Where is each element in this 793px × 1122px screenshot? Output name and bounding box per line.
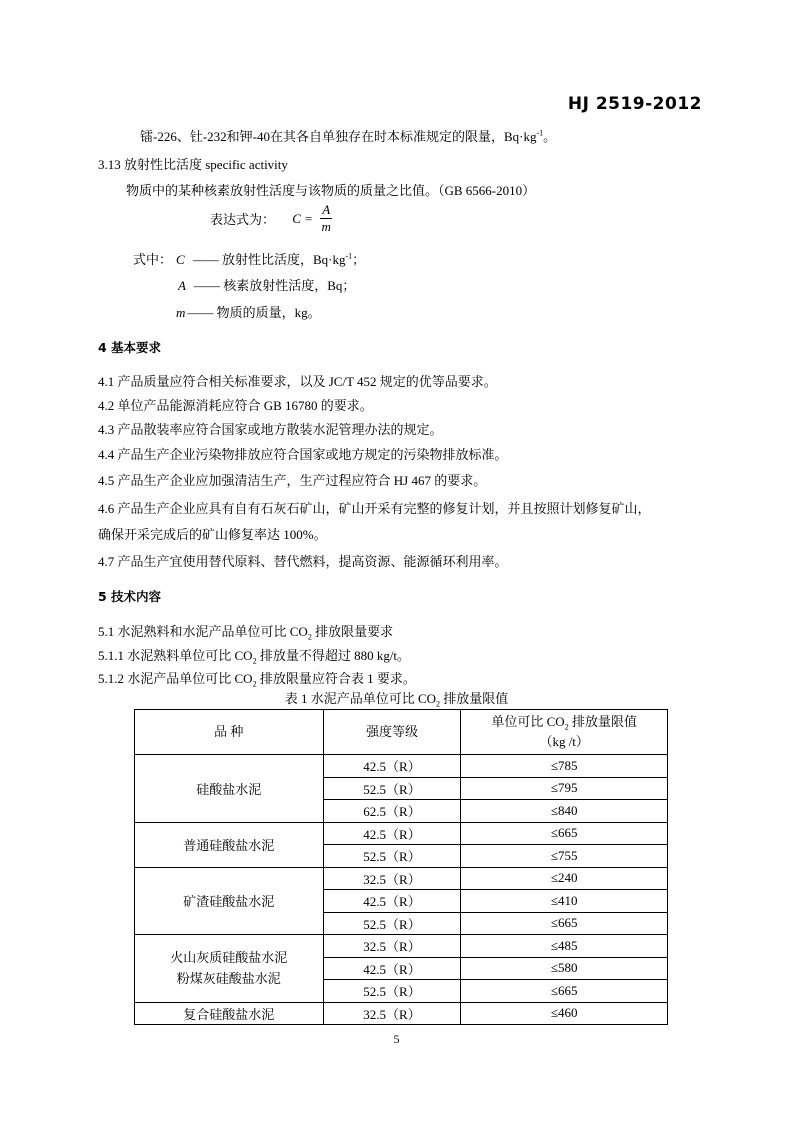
limit-cell: ≤755: [461, 845, 668, 868]
limit-cell: ≤580: [461, 957, 668, 980]
requirement-4-1: 4.1 产品质量应符合相关标准要求，以及 JC/T 452 规定的优等品要求。: [98, 374, 497, 389]
limit-cell: ≤410: [461, 890, 668, 913]
grade-cell: 52.5（R）: [323, 980, 461, 1003]
table-row: [135, 822, 668, 845]
clause-5-1-1: 5.1.1 水泥熟料单位可比 $CO_2$ 排放量不得超过 880 kg/t。: [98, 648, 411, 666]
where-c-line: 式中： C —— 放射性比活度，$Bq\cdot kg^{-1}$；: [133, 251, 366, 267]
limit-cell: ≤785: [461, 755, 668, 778]
where-m-line: m —— 物质的质量，kg。: [176, 305, 321, 320]
where-a-line: A —— 核素放射性活度，Bq；: [178, 278, 356, 293]
fraction-denominator: m: [321, 219, 331, 234]
limit-cell: ≤460: [461, 1002, 668, 1025]
table-row: [135, 755, 668, 778]
limit-cell: ≤840: [461, 800, 668, 823]
limit-cell: ≤795: [461, 777, 668, 800]
product-cell: 普通硅酸盐水泥: [135, 822, 324, 867]
page-number: 5: [393, 1032, 400, 1046]
header-product: 品 种: [135, 710, 324, 755]
requirement-4-7: 4.7 产品生产宜使用替代原料、替代燃料，提高资源、能源循环利用率。: [98, 554, 508, 569]
expression-fraction: [320, 202, 332, 235]
standard-code-header: HJ 2519-2012: [567, 94, 702, 114]
section-5-heading: 5 技术内容: [98, 589, 162, 604]
grade-cell: 52.5（R）: [323, 912, 461, 935]
header-grade: 强度等级: [323, 710, 461, 755]
table-1-caption: 表 1 水泥产品单位可比 $CO_2$ 排放量限值: [284, 691, 509, 709]
header-limit: 单位可比 $CO_2$ 排放量限值 （kg /t）: [461, 710, 668, 755]
fraction-numerator: A: [322, 202, 331, 217]
product-cell: 硅酸盐水泥: [135, 755, 324, 823]
grade-cell: 32.5（R）: [323, 867, 461, 890]
clause-5-1: 5.1 水泥熟料和水泥产品单位可比 $CO_2$ 排放限量要求: [98, 624, 394, 642]
product-cell: 复合硅酸盐水泥: [135, 1002, 324, 1025]
grade-cell: 32.5（R）: [323, 1002, 461, 1025]
limit-cell: ≤485: [461, 935, 668, 958]
limit-cell: ≤665: [461, 822, 668, 845]
expression-formula: [210, 202, 332, 235]
product-cell: 火山灰质硅酸盐水泥 粉煤灰硅酸盐水泥: [135, 935, 324, 1003]
table-row: [135, 935, 668, 958]
limit-cell: ≤665: [461, 980, 668, 1003]
grade-cell: 42.5（R）: [323, 822, 461, 845]
limit-cell: ≤240: [461, 867, 668, 890]
requirement-4-4: 4.4 产品生产企业污染物排放应符合国家或地方规定的污染物排放标准。: [98, 447, 508, 462]
requirement-4-3: 4.3 产品散装率应符合国家或地方散装水泥管理办法的规定。: [98, 422, 443, 437]
grade-cell: 62.5（R）: [323, 800, 461, 823]
grade-cell: 42.5（R）: [323, 755, 461, 778]
section-4-heading: 4 基本要求: [98, 340, 162, 355]
product-cell: 矿渣硅酸盐水泥: [135, 867, 324, 935]
grade-cell: 52.5（R）: [323, 777, 461, 800]
grade-cell: 52.5（R）: [323, 845, 461, 868]
requirement-4-5: 4.5 产品生产企业应加强清洁生产，生产过程应符合 HJ 467 的要求。: [98, 473, 487, 488]
section-3-13-heading: 3.13 放射性比活度 specific activity: [98, 157, 288, 172]
clause-5-1-2: 5.1.2 水泥产品单位可比 $CO_2$ 排放限量应符合表 1 要求。: [98, 671, 416, 689]
expression-label: 表达式为：: [210, 212, 276, 227]
limit-cell: ≤665: [461, 912, 668, 935]
requirement-4-6-line2: 确保开采完成后的矿山修复率达 100%。: [98, 527, 327, 542]
requirement-4-2: 4.2 单位产品能源消耗应符合 GB 16780 的要求。: [98, 398, 373, 413]
co2-limit-table: [134, 709, 668, 1025]
table-row: [135, 1002, 668, 1025]
grade-cell: 32.5（R）: [323, 935, 461, 958]
table-row: [135, 867, 668, 890]
requirement-4-6-line1: 4.6 产品生产企业应具有自有石灰石矿山，矿山开采有完整的修复计划，并且按照计划修复矿山，: [98, 501, 651, 516]
section-3-13-definition: 物质中的某种核素放射性活度与该物质的质量之比值。（GB 6566-2010）: [126, 183, 536, 198]
grade-cell: 42.5（R）: [323, 890, 461, 913]
table-header-row: [135, 710, 668, 755]
definition-continuation-line: 镭-226、钍-232和钾-40在其各自单独存在时本标准规定的限量，$Bq\cdot kg^{-1}$。: [140, 128, 557, 144]
expression-lhs: C =: [292, 210, 313, 226]
grade-cell: 42.5（R）: [323, 957, 461, 980]
